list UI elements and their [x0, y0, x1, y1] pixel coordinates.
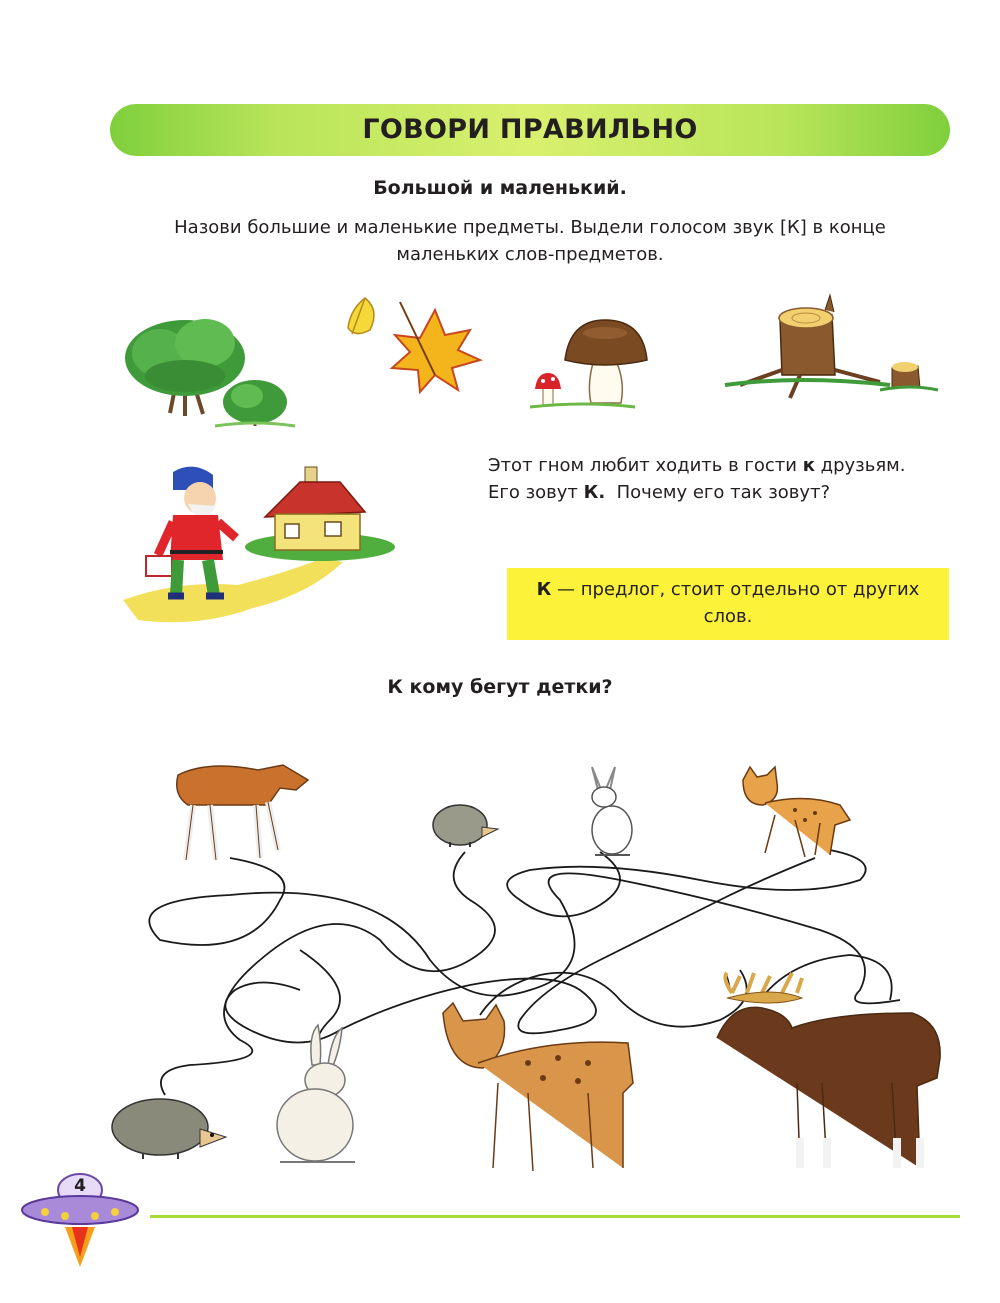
section-title-maze: К кому бегут детки? [387, 676, 613, 698]
moose-icon [712, 968, 948, 1173]
hare-icon [570, 765, 640, 860]
gnome-line-1: Этот гном любит ходить в гости к друзьям. [488, 455, 906, 476]
deer-icon [168, 750, 318, 865]
instruction-text: Назови большие и маленькие предметы. Выдели голосом звук [К] в конце маленьких слов-предметов. [174, 217, 886, 265]
rule-text: К — предлог, стоит отдельно от других слов. [536, 579, 920, 627]
lynx-icon [735, 765, 855, 860]
hare-icon [270, 1020, 365, 1165]
gnome-line-2: Его зовут К. Почему его так зовут? [488, 482, 831, 503]
page-title: ГОВОРИ ПРАВИЛЬНО [362, 114, 698, 145]
footer-line [150, 1215, 960, 1218]
hedgehog-icon [430, 797, 500, 849]
section-title-big-small: Большой и маленький. [373, 177, 627, 199]
page-number: 4 [74, 1176, 86, 1196]
hedgehog-icon [108, 1095, 228, 1160]
lynx-icon [438, 1003, 638, 1175]
